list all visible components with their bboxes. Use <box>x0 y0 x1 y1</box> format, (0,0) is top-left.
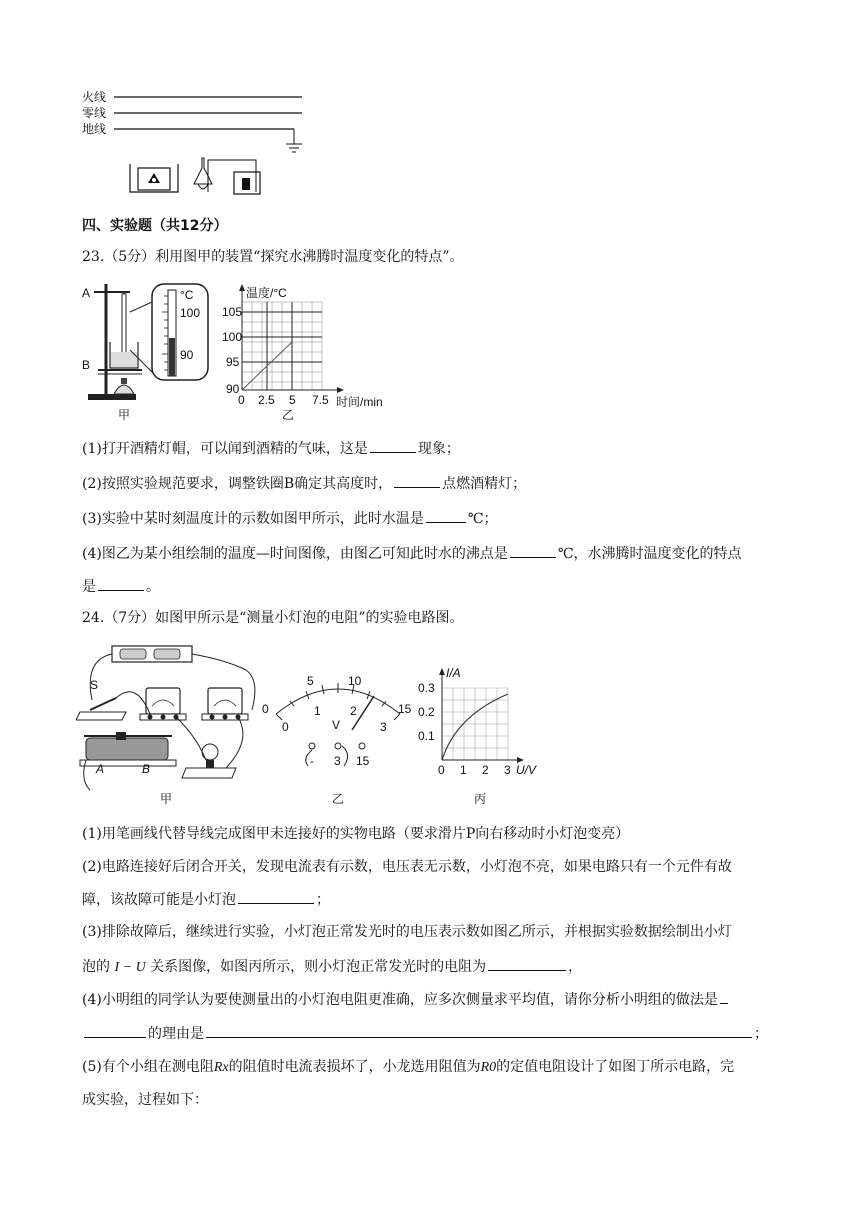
bing-ylabel: I/A <box>446 666 461 680</box>
terminal-negative: - <box>310 754 314 768</box>
question-24-stem: 24.（7分）如图甲所示是“测量小灯泡的电阻”的实验电路图。 <box>82 610 464 626</box>
dial-top-5: 5 <box>307 674 314 688</box>
q23-part3-blank <box>426 508 466 523</box>
section-heading: 四、实验题（共12分） <box>82 218 228 234</box>
q23-figure-jia <box>80 282 220 422</box>
q23-part2-after: 点燃酒精灯； <box>442 476 527 492</box>
yi-ytick-105: 105 <box>222 305 243 319</box>
dial-top-0: 0 <box>262 702 269 716</box>
figure-caption-bing: 丙 <box>474 792 487 806</box>
q23-part2-text: (2)按照实验规范要求，调整铁圈B确定其高度时， <box>82 476 393 492</box>
wiring-figure <box>80 84 320 204</box>
voltmeter-dial <box>262 670 412 810</box>
figure-caption-yi: 乙 <box>282 408 295 422</box>
yi-xtick-5: 5 <box>289 393 296 407</box>
q23-part3-after: ℃； <box>467 511 498 527</box>
rheostat-terminal-a: A <box>96 762 105 776</box>
boiling-apparatus-diagram <box>80 282 220 422</box>
live-wire-label: 火线 <box>82 90 107 104</box>
dial-bottom-1: 1 <box>314 704 321 718</box>
ground-wire-label: 地线 <box>82 122 107 136</box>
figure-caption-yi-24: 乙 <box>332 792 345 806</box>
figure-caption-jia-24: 甲 <box>160 792 173 806</box>
q23-part1-after: 现象； <box>417 441 460 457</box>
thermometer-unit: °C <box>180 288 194 302</box>
dial-unit-v: V <box>332 718 341 732</box>
bing-ytick-0.1: 0.1 <box>418 729 435 743</box>
q24-figure-yi <box>262 670 412 810</box>
q24-part3-expr: I − U <box>114 960 146 975</box>
q23-part4 <box>82 543 742 564</box>
q24-part1: (1)用笔画线代替导线完成图甲未连接好的实物电路（要求滑片P向右移动时小灯泡变亮） <box>82 826 630 842</box>
q23-part4-after: ℃，水沸腾时温度变化的特点 <box>557 546 742 562</box>
bing-xlabel: U/V <box>516 763 537 777</box>
terminal-3: 3 <box>334 754 341 768</box>
yi-ytick-100: 100 <box>222 330 243 344</box>
q24-part4-blank1a <box>720 989 728 1004</box>
q23-part4-line2 <box>82 576 160 597</box>
household-circuit-diagram <box>80 84 320 204</box>
q23-part4-blank1 <box>510 543 556 558</box>
q23-part1-blank <box>370 438 416 453</box>
current-voltage-chart <box>416 664 546 810</box>
dial-top-10: 10 <box>348 674 362 688</box>
q24-part2-after: ； <box>316 892 330 908</box>
bing-xtick-2: 2 <box>482 763 489 777</box>
q24-part3-line2-pre: 泡的 <box>82 959 110 975</box>
thermometer-tick-100: 100 <box>180 306 201 320</box>
q23-part4-blank2 <box>98 576 144 591</box>
yi-xtick-0: 0 <box>238 393 245 407</box>
clamp-a-label: A <box>82 286 91 300</box>
q24-part2-line1: (2)电路连接好后闭合开关，发现电流表有示数，电压表无示数，小灯泡不亮，如果电路只有一个元件有故 <box>82 859 732 875</box>
terminal-15: 15 <box>356 754 370 768</box>
q24-figure-jia <box>76 640 266 810</box>
bing-ytick-0.2: 0.2 <box>418 705 435 719</box>
q24-part4-after: ； <box>754 1026 768 1042</box>
yi-xlabel: 时间/min <box>336 395 383 409</box>
bing-xtick-1: 1 <box>460 763 467 777</box>
switch-s-label: S <box>90 678 99 692</box>
figure-caption-jia: 甲 <box>118 408 131 422</box>
circuit-apparatus-diagram <box>76 640 266 810</box>
q23-part2-blank <box>394 473 440 488</box>
q24-part4-line2-mid: 的理由是 <box>148 1026 204 1042</box>
q23-part2 <box>82 473 526 494</box>
ring-b-label: B <box>82 358 91 372</box>
dial-bottom-2: 2 <box>350 704 357 718</box>
q23-part3-text: (3)实验中某时刻温度计的示数如图甲所示，此时水温是 <box>82 511 424 527</box>
q24-part2-blank <box>238 889 314 904</box>
q23-figure-yi <box>222 282 402 422</box>
q24-part5-r0: R0 <box>480 1060 497 1075</box>
q24-part5-after: 的定值电阻设计了如图丁所示电路，完 <box>496 1059 735 1075</box>
q23-part3 <box>82 508 498 529</box>
q24-part4-line2 <box>82 1023 768 1044</box>
q24-part4-line1-text: (4)小明组的同学认为要使测量出的小灯泡电阻更准确，应多次侧量求平均值，请你分析小明组的做法是 <box>82 992 718 1008</box>
q23-part4-line2-after: 。 <box>146 579 160 595</box>
question-23-stem: 23.（5分）利用图甲的装置“探究水沸腾时温度变化的特点”。 <box>82 249 464 265</box>
q24-part5-pre: (5)有个小组在测电阻 <box>82 1059 214 1075</box>
q24-part3-line1: (3)排除故障后，继续进行实验，小灯泡正常发光时的电压表示数如图乙所示，并根据实验数据绘制出小灯 <box>82 924 732 940</box>
q24-part3-blank <box>488 956 566 971</box>
q24-part2-line2 <box>82 889 330 910</box>
q24-part4-blank2 <box>206 1023 752 1038</box>
q24-part2-line2-text: 障，该故障可能是小灯泡 <box>82 892 236 908</box>
bing-xtick-0: 0 <box>438 763 445 777</box>
bing-ytick-0.3: 0.3 <box>418 681 435 695</box>
q24-figure-bing <box>416 664 546 810</box>
q24-part5-line2: 成实验，过程如下： <box>82 1092 208 1108</box>
q24-part5-line1 <box>82 1057 734 1078</box>
q24-part3-after: ， <box>568 959 583 975</box>
neutral-wire-label: 零线 <box>82 106 107 120</box>
q24-part3-line2 <box>82 956 582 978</box>
q23-part1 <box>82 438 460 459</box>
bing-xtick-3: 3 <box>504 763 511 777</box>
q24-part4-blank1b <box>84 1023 146 1038</box>
yi-ytick-95: 95 <box>226 355 240 369</box>
yi-ytick-90: 90 <box>226 382 240 396</box>
yi-xtick-7.5: 7.5 <box>312 393 329 407</box>
q23-part4-text: (4)图乙为某小组绘制的温度—时间图像，由图乙可知此时水的沸点是 <box>82 546 508 562</box>
dial-bottom-0: 0 <box>282 720 289 734</box>
q24-part4-line1 <box>82 989 730 1010</box>
q24-part5-mid: 的阻值时电流表损坏了，小龙选用阻值为 <box>228 1059 481 1075</box>
yi-xtick-2.5: 2.5 <box>258 393 275 407</box>
dial-top-15: 15 <box>398 702 412 716</box>
q23-part1-text: (1)打开酒精灯帽，可以闻到酒精的气味，这是 <box>82 441 368 457</box>
q24-part3-line2-mid: 关系图像，如图丙所示，则小灯泡正常发光时的电阻为 <box>150 959 487 975</box>
q23-part4-line2-pre: 是 <box>82 579 96 595</box>
rheostat-terminal-b: B <box>142 762 151 776</box>
thermometer-tick-90: 90 <box>180 348 194 362</box>
dial-bottom-3: 3 <box>380 720 387 734</box>
yi-ylabel: 温度/°C <box>246 286 287 300</box>
q24-part5-rx: Rx <box>213 1060 229 1075</box>
